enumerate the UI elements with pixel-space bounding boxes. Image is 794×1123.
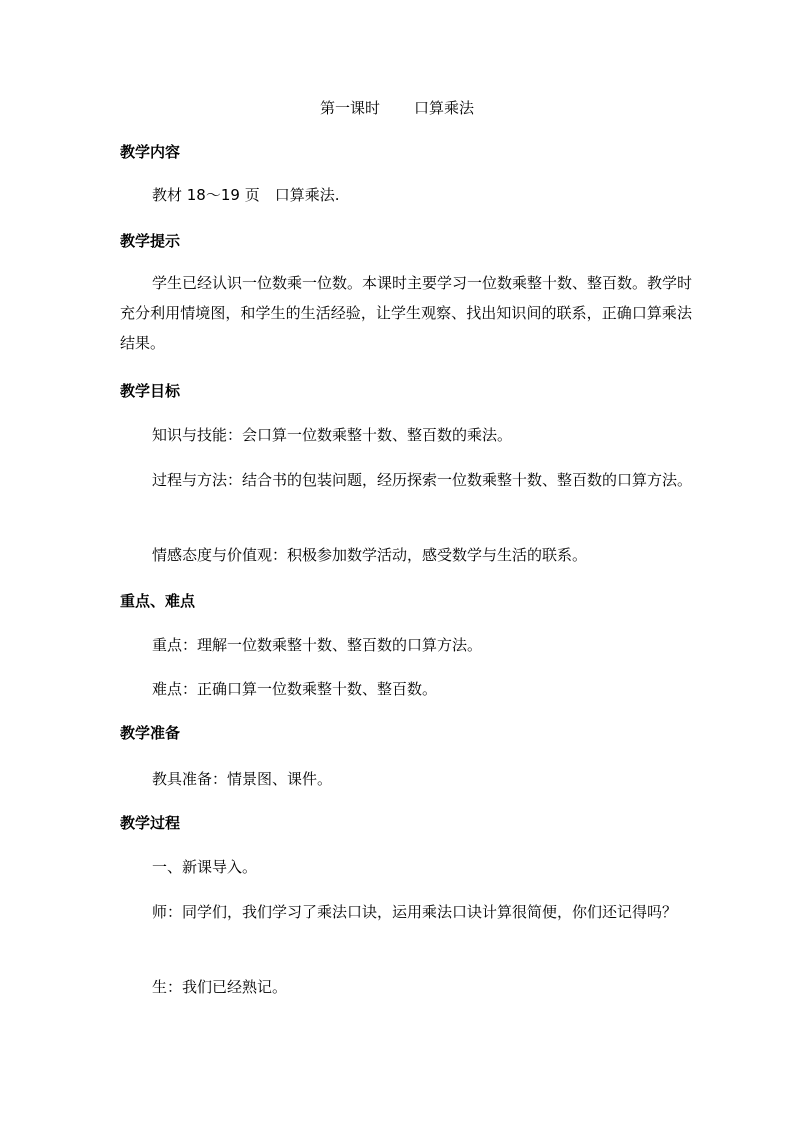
heading-key-points: 重点、难点 (120, 592, 196, 610)
tips-paragraph: 学生已经认识一位数乘一位数。本课时主要学习一位数乘整十数、整百数。教学时充分利用情境图，和学生的生活经验，让学生观察、找出知识间的联系，正确口算乘法结果。 (120, 274, 693, 352)
key-paragraph-focus: 重点：理解一位数乘整十数、整百数的口算方法。 (152, 636, 483, 654)
heading-process: 教学过程 (120, 814, 181, 832)
prep-paragraph: 教具准备：情景图、课件。 (152, 770, 333, 788)
heading-content: 教学内容 (120, 143, 181, 161)
content-paragraph: 教材 18～19 页 口算乘法. (152, 186, 340, 204)
heading-preparation: 教学准备 (120, 724, 181, 742)
lesson-period: 第一课时 (319, 99, 380, 117)
process-paragraph-teacher: 师：同学们，我们学习了乘法口诀，运用乘法口诀计算很简便，你们还记得吗？ (152, 903, 678, 921)
lesson-title (0, 96, 794, 120)
heading-goals: 教学目标 (120, 382, 181, 400)
process-paragraph-intro: 一、新课导入。 (152, 858, 258, 876)
process-paragraph-student: 生：我们已经熟记。 (152, 978, 288, 996)
heading-tips: 教学提示 (120, 232, 181, 250)
goals-paragraph-process: 过程与方法：结合书的包装问题，经历探索一位数乘整十数、整百数的口算方法。 (152, 471, 693, 489)
key-paragraph-difficulty: 难点：正确口算一位数乘整十数、整百数。 (152, 680, 438, 698)
goals-paragraph-knowledge: 知识与技能：会口算一位数乘整十数、整百数的乘法。 (152, 426, 513, 444)
lesson-topic: 口算乘法 (414, 99, 475, 117)
goals-paragraph-attitude: 情感态度与价值观：积极参加数学活动，感受数学与生活的联系。 (152, 546, 588, 564)
